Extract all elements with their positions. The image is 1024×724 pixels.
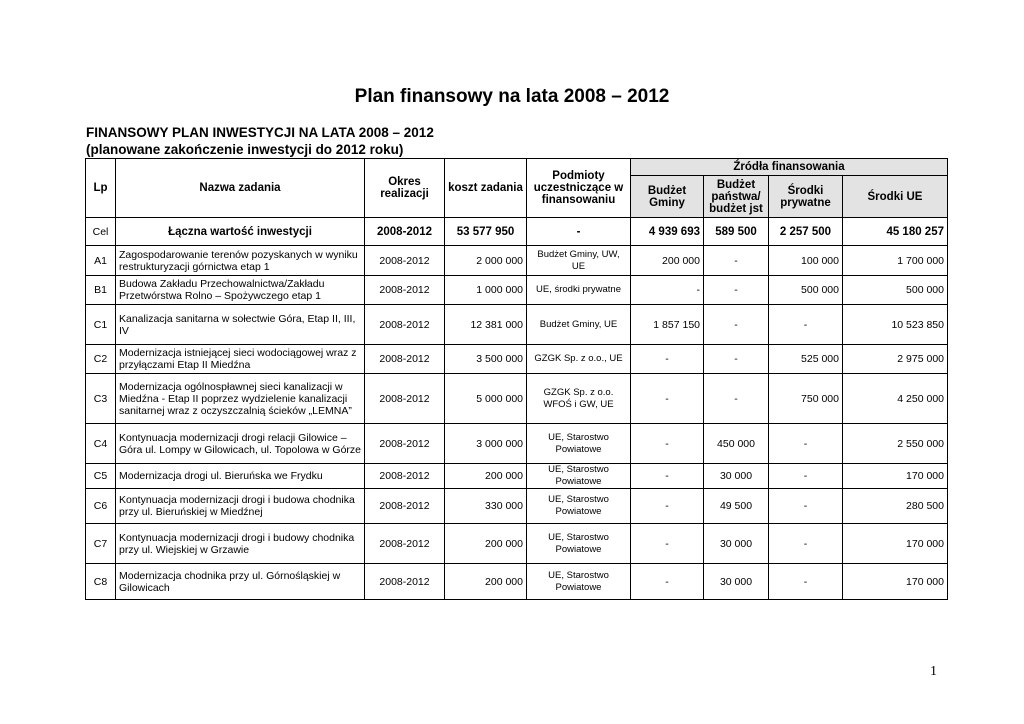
row-eu: 2 975 000 [843,345,948,374]
table-row [86,424,948,464]
row-lp: A1 [86,246,116,276]
row-period: 2008-2012 [365,424,445,464]
row-period: 2008-2012 [365,246,445,276]
total-row [86,218,948,246]
row-eu: 170 000 [843,464,948,489]
row-budget-state: 30 000 [704,464,769,489]
row-cost: 330 000 [445,489,527,524]
row-budget-gmina: - [631,276,704,305]
header-period: Okres realizacji [365,159,445,218]
row-lp: C3 [86,374,116,424]
row-name: Modernizacja istniejącej sieci wodociągowej wraz z przyłączami Etap II Miedźna [116,345,365,374]
row-period: 2008-2012 [365,524,445,564]
row-lp: C1 [86,305,116,345]
row-private: - [769,424,843,464]
row-budget-state: - [704,345,769,374]
row-budget-gmina: - [631,374,704,424]
row-budget-state: 30 000 [704,564,769,600]
total-name: Łączna wartość inwestycji [116,218,365,246]
row-name: Modernizacja drogi ul. Bieruńska we Frydku [116,464,365,489]
section-title-line2: (planowane zakończenie inwestycji do 2012 roku) [86,142,404,157]
row-period: 2008-2012 [365,276,445,305]
row-eu: 1 700 000 [843,246,948,276]
row-entities: GZGK Sp. z o.o., UE [527,345,631,374]
row-eu: 170 000 [843,564,948,600]
total-entities: - [527,218,631,246]
row-lp: C2 [86,345,116,374]
row-private: - [769,305,843,345]
row-period: 2008-2012 [365,489,445,524]
total-eu: 45 180 257 [843,218,948,246]
row-lp: C7 [86,524,116,564]
table-row [86,345,948,374]
section-title-line1: FINANSOWY PLAN INWESTYCJI NA LATA 2008 – 2012 [86,125,434,140]
row-private: 500 000 [769,276,843,305]
row-private: - [769,489,843,524]
row-cost: 200 000 [445,464,527,489]
row-budget-gmina: - [631,524,704,564]
row-lp: C4 [86,424,116,464]
row-cost: 2 000 000 [445,246,527,276]
row-lp: C5 [86,464,116,489]
row-budget-gmina: - [631,424,704,464]
table-row [86,464,948,489]
section-title [86,124,434,158]
header-private: Środki prywatne [769,176,843,218]
row-entities: UE, Starostwo Powiatowe [527,524,631,564]
table-body [86,218,948,600]
row-private: - [769,524,843,564]
row-entities: Budżet Gminy, UE [527,305,631,345]
row-entities: UE, Starostwo Powiatowe [527,464,631,489]
row-budget-gmina: 200 000 [631,246,704,276]
row-name: Kontynuacja modernizacji drogi i budowy chodnika przy ul. Wiejskiej w Grzawie [116,524,365,564]
row-private: - [769,464,843,489]
row-name: Zagospodarowanie terenów pozyskanych w wyniku restrukturyzacji górnictwa etap 1 [116,246,365,276]
row-eu: 2 550 000 [843,424,948,464]
row-cost: 3 500 000 [445,345,527,374]
row-name: Kanalizacja sanitarna w sołectwie Góra, Etap II, III, IV [116,305,365,345]
row-eu: 280 500 [843,489,948,524]
header-lp: Lp [86,159,116,218]
row-budget-gmina: 1 857 150 [631,305,704,345]
table-row [86,305,948,345]
header-funding-sources: Źródła finansowania [631,159,948,176]
row-budget-state: - [704,246,769,276]
row-name: Budowa Zakładu Przechowalnictwa/Zakładu Przetwórstwa Rolno – Spożywczego etap 1 [116,276,365,305]
table-row [86,246,948,276]
header-entities: Podmioty uczestniczące w finansowaniu [527,159,631,218]
row-eu: 170 000 [843,524,948,564]
row-eu: 4 250 000 [843,374,948,424]
table-row [86,374,948,424]
row-cost: 200 000 [445,524,527,564]
row-budget-gmina: - [631,489,704,524]
row-period: 2008-2012 [365,374,445,424]
investment-plan-table [85,158,948,600]
table-row [86,564,948,600]
header-budget-state: Budżet państwa/ budżet jst [704,176,769,218]
row-budget-state: - [704,374,769,424]
row-lp: C8 [86,564,116,600]
table-row [86,276,948,305]
row-budget-gmina: - [631,564,704,600]
row-budget-state: 450 000 [704,424,769,464]
row-eu: 10 523 850 [843,305,948,345]
total-cost: 53 577 950 [445,218,527,246]
header-eu: Środki UE [843,176,948,218]
row-budget-state: - [704,305,769,345]
page-number: 1 [930,664,937,679]
row-lp: C6 [86,489,116,524]
total-budget-state: 589 500 [704,218,769,246]
page-title: Plan finansowy na lata 2008 – 2012 [354,86,670,107]
row-entities: Budżet Gminy, UW, UE [527,246,631,276]
row-private: 525 000 [769,345,843,374]
row-entities: UE, Starostwo Powiatowe [527,424,631,464]
row-lp: B1 [86,276,116,305]
table-header [86,159,948,218]
row-budget-state: 30 000 [704,524,769,564]
row-entities: UE, Starostwo Powiatowe [527,564,631,600]
header-name: Nazwa zadania [116,159,365,218]
row-period: 2008-2012 [365,305,445,345]
row-eu: 500 000 [843,276,948,305]
row-cost: 5 000 000 [445,374,527,424]
row-private: 100 000 [769,246,843,276]
row-entities: UE, środki prywatne [527,276,631,305]
row-budget-state: - [704,276,769,305]
row-period: 2008-2012 [365,345,445,374]
row-private: 750 000 [769,374,843,424]
table-row [86,524,948,564]
total-private: 2 257 500 [769,218,843,246]
header-cost: koszt zadania [445,159,527,218]
total-period: 2008-2012 [365,218,445,246]
table-row [86,489,948,524]
row-cost: 1 000 000 [445,276,527,305]
row-budget-gmina: - [631,345,704,374]
row-private: - [769,564,843,600]
row-name: Modernizacja chodnika przy ul. Górnośląskiej w Gilowicach [116,564,365,600]
total-lp: Cel [86,218,116,246]
row-name: Modernizacja ogólnospławnej sieci kanalizacji w Miedźna - Etap II poprzez wydzielenie kanalizacji sanitarnej wraz z oczyszczalnią ścieków „LEMNA” [116,374,365,424]
total-budget-gmina: 4 939 693 [631,218,704,246]
row-name: Kontynuacja modernizacji drogi i budowa chodnika przy ul. Bieruńskiej w Miedźnej [116,489,365,524]
row-entities: UE, Starostwo Powiatowe [527,489,631,524]
row-cost: 12 381 000 [445,305,527,345]
row-period: 2008-2012 [365,464,445,489]
row-entities: GZGK Sp. z o.o. WFOŚ i GW, UE [527,374,631,424]
row-cost: 200 000 [445,564,527,600]
header-budget-gmina: Budżet Gminy [631,176,704,218]
row-period: 2008-2012 [365,564,445,600]
row-budget-gmina: - [631,464,704,489]
row-budget-state: 49 500 [704,489,769,524]
row-cost: 3 000 000 [445,424,527,464]
row-name: Kontynuacja modernizacji drogi relacji Gilowice – Góra ul. Lompy w Gilowicach, ul. Topolowa w Górze [116,424,365,464]
